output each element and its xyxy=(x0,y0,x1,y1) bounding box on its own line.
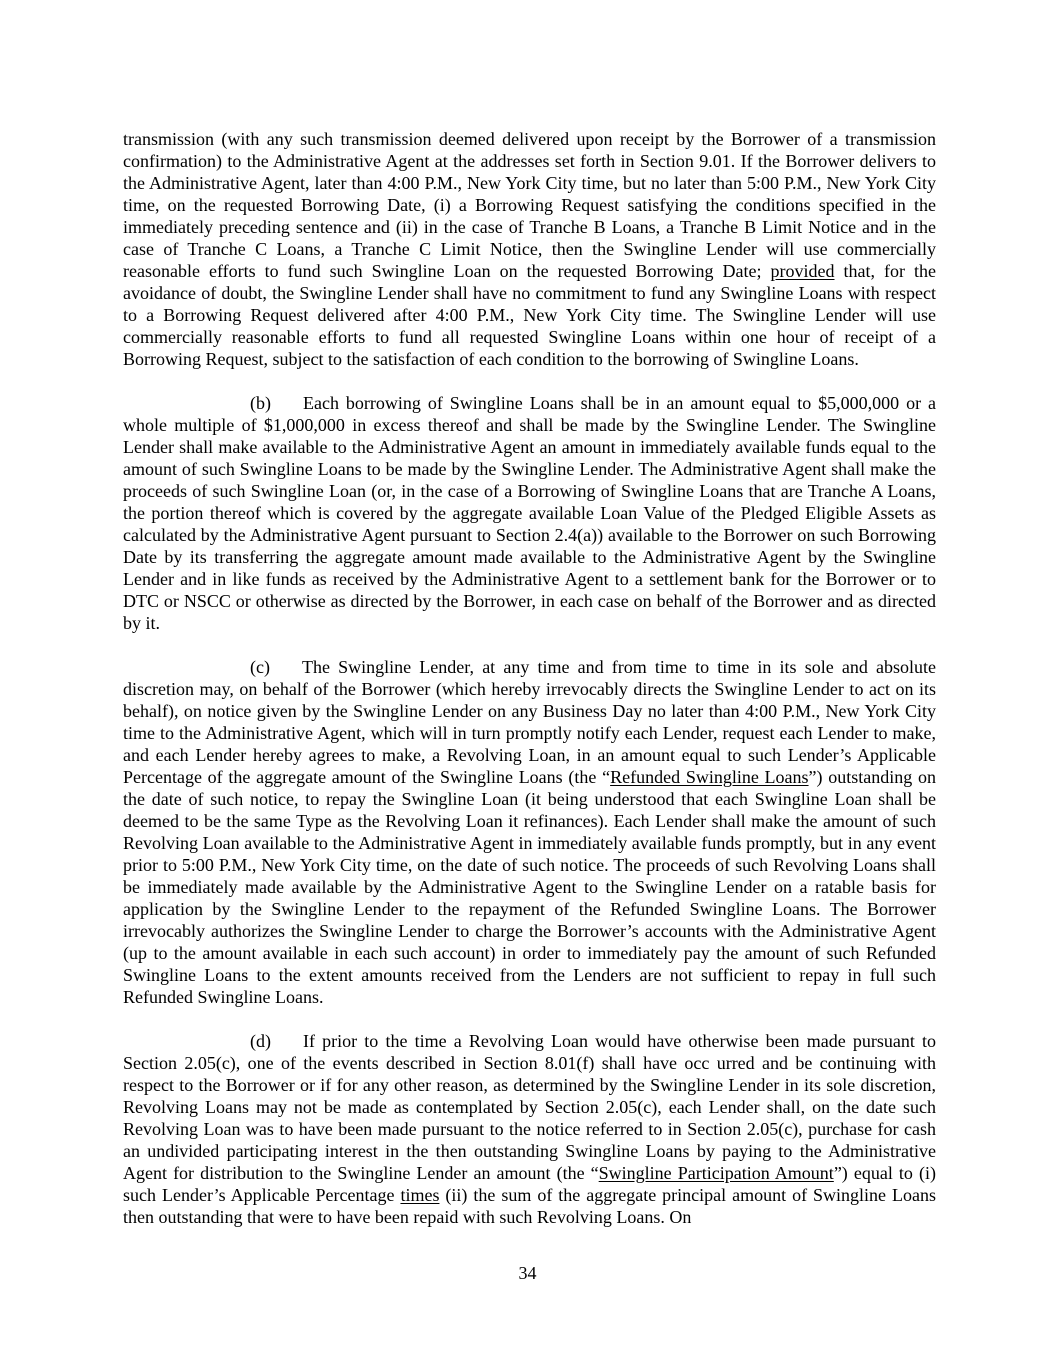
paragraph-c xyxy=(123,656,936,1008)
paragraph-d-text xyxy=(123,1031,936,1227)
paragraph-c-text xyxy=(123,657,936,1007)
paragraph-continuation-text xyxy=(123,129,936,369)
text-run: that, for the avoidance of doubt, the Swingline Lender shall have no commitment to fund any Swingline Loans with respect to a Borrowing Request delivered after 4:00 P.M., New York City time. The Swingline Lender will use commercially reasonable efforts to fund all requested Swingline Loans within one hour of receipt of a Borrowing Request, subject to the satisfaction of each condition to the borrowing of Swingline Loans. xyxy=(123,261,936,369)
paragraph-b-text xyxy=(123,393,936,633)
underlined-text-run: provided xyxy=(770,261,835,281)
text-body xyxy=(123,128,936,1250)
page-number: 34 xyxy=(518,1263,537,1283)
underlined-text-run: times xyxy=(400,1185,440,1205)
paragraph-continuation xyxy=(123,128,936,370)
text-run: (ii) the sum of the aggregate principal amount of Swingline Loans then outstanding that were to have been repaid with such Revolving Loans. On xyxy=(123,1185,936,1227)
underlined-text-run: Refunded Swingline Loans xyxy=(610,767,809,787)
paragraph-b xyxy=(123,392,936,634)
text-run: transmission (with any such transmission deemed delivered upon receipt by the Borrower of a transmission confirmation) to the Administrative Agent at the addresses set forth in Section 9.01. If the Borrower delivers to the Administrative Agent, later than 4:00 P.M., New York City time, but no later than 5:00 P.M., New York City time, on the requested Borrowing Date, (i) a Borrowing Request satisfying the conditions specified in the immediately preceding sentence and (ii) in the case of Tranche B Loans, a Tranche B Limit Notice and in the case of Tranche C Loans, a Tranche C Limit Notice, then the Swingline Lender will use commercially reasonable efforts to fund such Swingline Loan on the requested Borrowing Date; xyxy=(123,129,936,281)
underlined-text-run: Swingline Participation Amount xyxy=(598,1163,834,1183)
text-run: ”) outstanding on the date of such notice, to repay the Swingline Loan (it being understood that each Swingline Loan shall be deemed to be the same Type as the Revolving Loan it refinances). Each Lender shall make the amount of such Revolving Loan available to the Administrative Agent in immediately available funds promptly, but in any event prior to 5:00 P.M., New York City time, on the date of such notice. The proceeds of such Revolving Loans shall be immediately made available by the Administrative Agent to the Swingline Lender on a ratable basis for application by the Swingline Lender to the repayment of the Refunded Swingline Loans. The Borrower irrevocably authorizes the Swingline Lender to charge the Borrower’s accounts with the Administrative Agent (up to the amount available in each such account) in order to immediately pay the amount of such Refunded Swingline Loans to the extent amounts received from the Lenders are not sufficient to repay in full such Refunded Swingline Loans. xyxy=(123,767,936,1007)
paragraph-d-label: (d) xyxy=(250,1031,271,1051)
paragraph-c-label: (c) xyxy=(250,657,270,677)
text-run: If prior to the time a Revolving Loan would have otherwise been made pursuant to Section 2.05(c), one of the events described in Section 8.01(f) shall have occ urred and be continuing with respect to the Borrower or if for any other reason, as determined by the Swingline Lender in its sole discretion, Revolving Loans may not be made as contemplated by Section 2.05(c), each Lender shall, on the date such Revolving Loan was to have been made pursuant to the notice referred to in Section 2.05(c), purchase for cash an undivided participating interest in the then outstanding Swingline Loans by paying to the Administrative Agent for distribution to the Swingline Lender an amount (the “ xyxy=(123,1031,936,1183)
paragraph-d xyxy=(123,1030,936,1228)
text-run: ”) equal to (i) such Lender’s Applicable Percentage xyxy=(123,1163,936,1205)
paragraph-b-label: (b) xyxy=(250,393,271,413)
text-run: The Swingline Lender, at any time and from time to time in its sole and absolute discretion may, on behalf of the Borrower (which hereby irrevocably directs the Swingline Lender to act on its behalf), on notice given by the Swingline Lender on any Business Day no later than 4:00 P.M., New York City time to the Administrative Agent, which will in turn promptly notify each Lender, request each Lender to make, and each Lender hereby agrees to make, a Revolving Loan, in an amount equal to such Lender’s Applicable Percentage of the aggregate amount of the Swingline Loans (the “ xyxy=(123,657,936,787)
text-run: Each borrowing of Swingline Loans shall be in an amount equal to $5,000,000 or a whole multiple of $1,000,000 in excess thereof and shall be made by the Swingline Lender. The Swingline Lender shall make available to the Administrative Agent an amount in immediately available funds equal to the amount of such Swingline Loans to be made by the Swingline Lender. The Administrative Agent shall make the proceeds of such Swingline Loan (or, in the case of a Borrowing of Swingline Loans that are Tranche A Loans, the portion thereof which is covered by the aggregate available Loan Value of the Pledged Eligible Assets as calculated by the Administrative Agent pursuant to Section 2.4(a)) available to the Borrower on such Borrowing Date by its transferring the aggregate amount made available to the Administrative Agent by the Swingline Lender and in like funds as received by the Administrative Agent to a settlement bank for the Borrower or to DTC or NSCC or otherwise as directed by the Borrower, in each case on behalf of the Borrower and as directed by it. xyxy=(123,393,936,633)
